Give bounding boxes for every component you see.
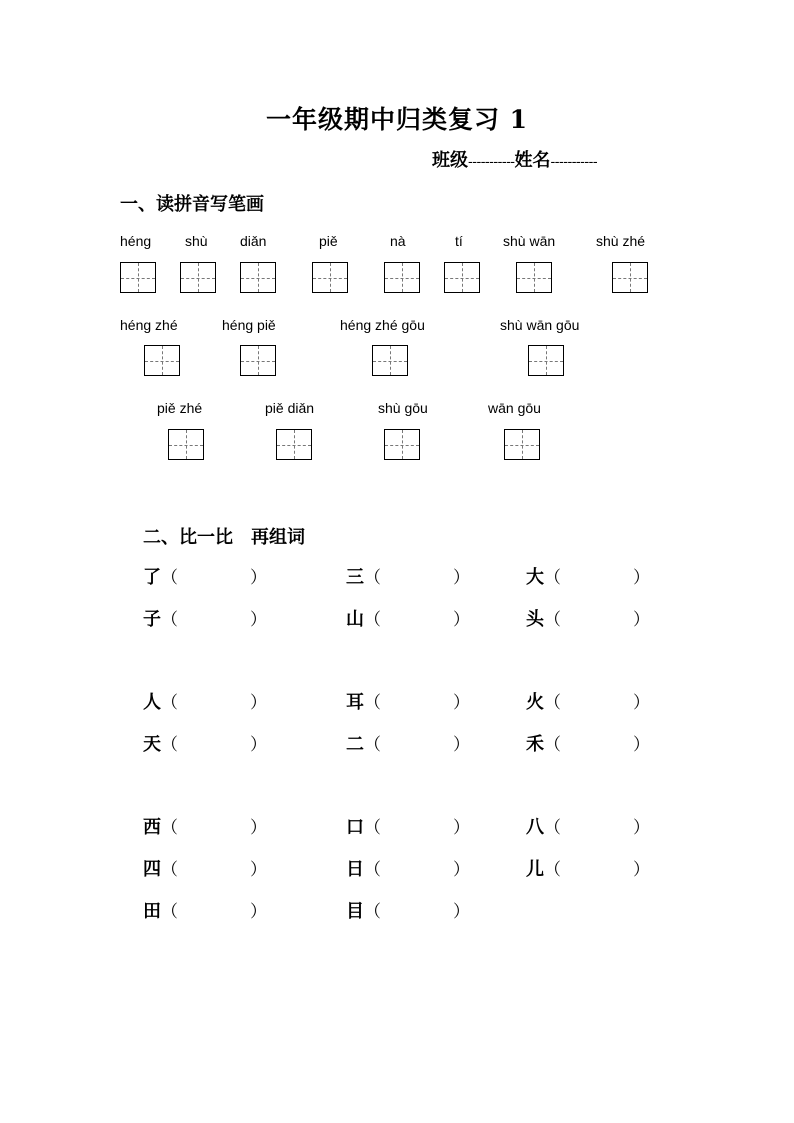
tianzi-grid-box[interactable] xyxy=(372,345,408,376)
word-item xyxy=(143,605,267,631)
char-label: 日 xyxy=(346,859,364,880)
open-paren: （ xyxy=(161,735,178,755)
pinyin-label: shù zhé xyxy=(596,233,646,249)
word-item xyxy=(346,688,470,714)
close-paren: ） xyxy=(250,902,267,922)
open-paren: （ xyxy=(544,610,561,630)
close-paren: ） xyxy=(453,818,470,838)
tianzi-grid-box[interactable] xyxy=(384,429,420,460)
open-paren: （ xyxy=(364,860,381,880)
word-item xyxy=(526,813,650,839)
char-label: 人 xyxy=(143,692,161,713)
open-paren: （ xyxy=(161,902,178,922)
close-paren: ） xyxy=(453,693,470,713)
word-item xyxy=(346,605,470,631)
char-label: 禾 xyxy=(526,734,544,755)
tianzi-grid-box[interactable] xyxy=(444,262,480,293)
tianzi-grid-box[interactable] xyxy=(240,262,276,293)
name-label: 姓名 xyxy=(514,150,551,171)
open-paren: （ xyxy=(161,693,178,713)
close-paren: ） xyxy=(633,568,650,588)
pinyin-label: wān gōu xyxy=(488,400,541,416)
tianzi-grid-box[interactable] xyxy=(504,429,540,460)
tianzi-grid-box[interactable] xyxy=(144,345,180,376)
word-item xyxy=(346,855,470,881)
tianzi-grid-box[interactable] xyxy=(180,262,216,293)
tianzi-grid-box[interactable] xyxy=(168,429,204,460)
section2-heading: 二、比一比 再组词 xyxy=(143,527,305,548)
tianzi-grid-box[interactable] xyxy=(120,262,156,293)
class-blank[interactable]: ----------- xyxy=(468,154,515,170)
char-label: 田 xyxy=(143,901,161,922)
char-label: 子 xyxy=(143,609,161,630)
close-paren: ） xyxy=(453,568,470,588)
word-item xyxy=(143,730,267,756)
close-paren: ） xyxy=(633,693,650,713)
pinyin-label: shù xyxy=(185,233,208,249)
tianzi-grid-box[interactable] xyxy=(240,345,276,376)
close-paren: ） xyxy=(250,735,267,755)
char-label: 二 xyxy=(346,734,364,755)
char-label: 耳 xyxy=(346,692,364,713)
pinyin-label: shù wān xyxy=(503,233,556,249)
close-paren: ） xyxy=(250,610,267,630)
char-label: 山 xyxy=(346,609,364,630)
close-paren: ） xyxy=(453,610,470,630)
word-item xyxy=(346,730,470,756)
page-title: 一年级期中归类复习 1 xyxy=(265,105,529,134)
char-label: 天 xyxy=(143,734,161,755)
pinyin-label: shù gōu xyxy=(378,400,428,416)
char-label: 西 xyxy=(143,817,161,838)
close-paren: ） xyxy=(633,735,650,755)
open-paren: （ xyxy=(544,860,561,880)
close-paren: ） xyxy=(633,610,650,630)
tianzi-grid-box[interactable] xyxy=(312,262,348,293)
open-paren: （ xyxy=(364,902,381,922)
char-label: 大 xyxy=(526,567,544,588)
pinyin-label: piě zhé xyxy=(157,400,203,416)
close-paren: ） xyxy=(453,735,470,755)
word-item xyxy=(526,563,650,589)
char-label: 四 xyxy=(143,859,161,880)
open-paren: （ xyxy=(364,610,381,630)
word-item xyxy=(143,688,267,714)
close-paren: ） xyxy=(453,860,470,880)
close-paren: ） xyxy=(453,902,470,922)
close-paren: ） xyxy=(633,860,650,880)
pinyin-label: piě diǎn xyxy=(265,400,315,416)
tianzi-grid-box[interactable] xyxy=(612,262,648,293)
pinyin-label: piě xyxy=(319,233,338,249)
char-label: 八 xyxy=(526,817,544,838)
word-item xyxy=(143,563,267,589)
pinyin-label: héng zhé gōu xyxy=(340,317,425,333)
char-label: 目 xyxy=(346,901,364,922)
char-label: 口 xyxy=(346,817,364,838)
open-paren: （ xyxy=(544,693,561,713)
tianzi-grid-box[interactable] xyxy=(516,262,552,293)
word-item xyxy=(346,897,470,923)
word-item xyxy=(346,813,470,839)
open-paren: （ xyxy=(364,568,381,588)
name-blank[interactable]: ----------- xyxy=(550,154,598,170)
word-item xyxy=(526,855,650,881)
char-label: 火 xyxy=(526,692,544,713)
tianzi-grid-box[interactable] xyxy=(384,262,420,293)
pinyin-label: nà xyxy=(390,233,406,249)
char-label: 了 xyxy=(143,567,161,588)
open-paren: （ xyxy=(544,568,561,588)
open-paren: （ xyxy=(364,693,381,713)
open-paren: （ xyxy=(364,818,381,838)
close-paren: ） xyxy=(250,860,267,880)
word-item xyxy=(526,688,650,714)
word-item xyxy=(143,897,267,923)
open-paren: （ xyxy=(161,860,178,880)
word-item xyxy=(143,855,267,881)
section1-heading: 一、读拼音写笔画 xyxy=(120,194,264,215)
pinyin-label: héng piě xyxy=(222,317,276,333)
close-paren: ） xyxy=(250,693,267,713)
close-paren: ） xyxy=(250,568,267,588)
close-paren: ） xyxy=(633,818,650,838)
char-label: 儿 xyxy=(526,859,544,880)
word-item xyxy=(526,730,650,756)
open-paren: （ xyxy=(161,818,178,838)
open-paren: （ xyxy=(544,818,561,838)
class-label: 班级 xyxy=(432,150,468,171)
char-label: 头 xyxy=(526,609,544,630)
word-item xyxy=(143,813,267,839)
tianzi-grid-box[interactable] xyxy=(276,429,312,460)
pinyin-label: tí xyxy=(455,233,463,249)
open-paren: （ xyxy=(161,610,178,630)
open-paren: （ xyxy=(161,568,178,588)
word-item xyxy=(346,563,470,589)
open-paren: （ xyxy=(364,735,381,755)
pinyin-label: héng xyxy=(120,233,152,249)
pinyin-label: diǎn xyxy=(240,233,267,249)
open-paren: （ xyxy=(544,735,561,755)
pinyin-label: héng zhé xyxy=(120,317,178,333)
close-paren: ） xyxy=(250,818,267,838)
char-label: 三 xyxy=(346,567,364,588)
tianzi-grid-box[interactable] xyxy=(528,345,564,376)
student-info xyxy=(432,146,597,172)
pinyin-label: shù wān gōu xyxy=(500,317,580,333)
word-item xyxy=(526,605,650,631)
